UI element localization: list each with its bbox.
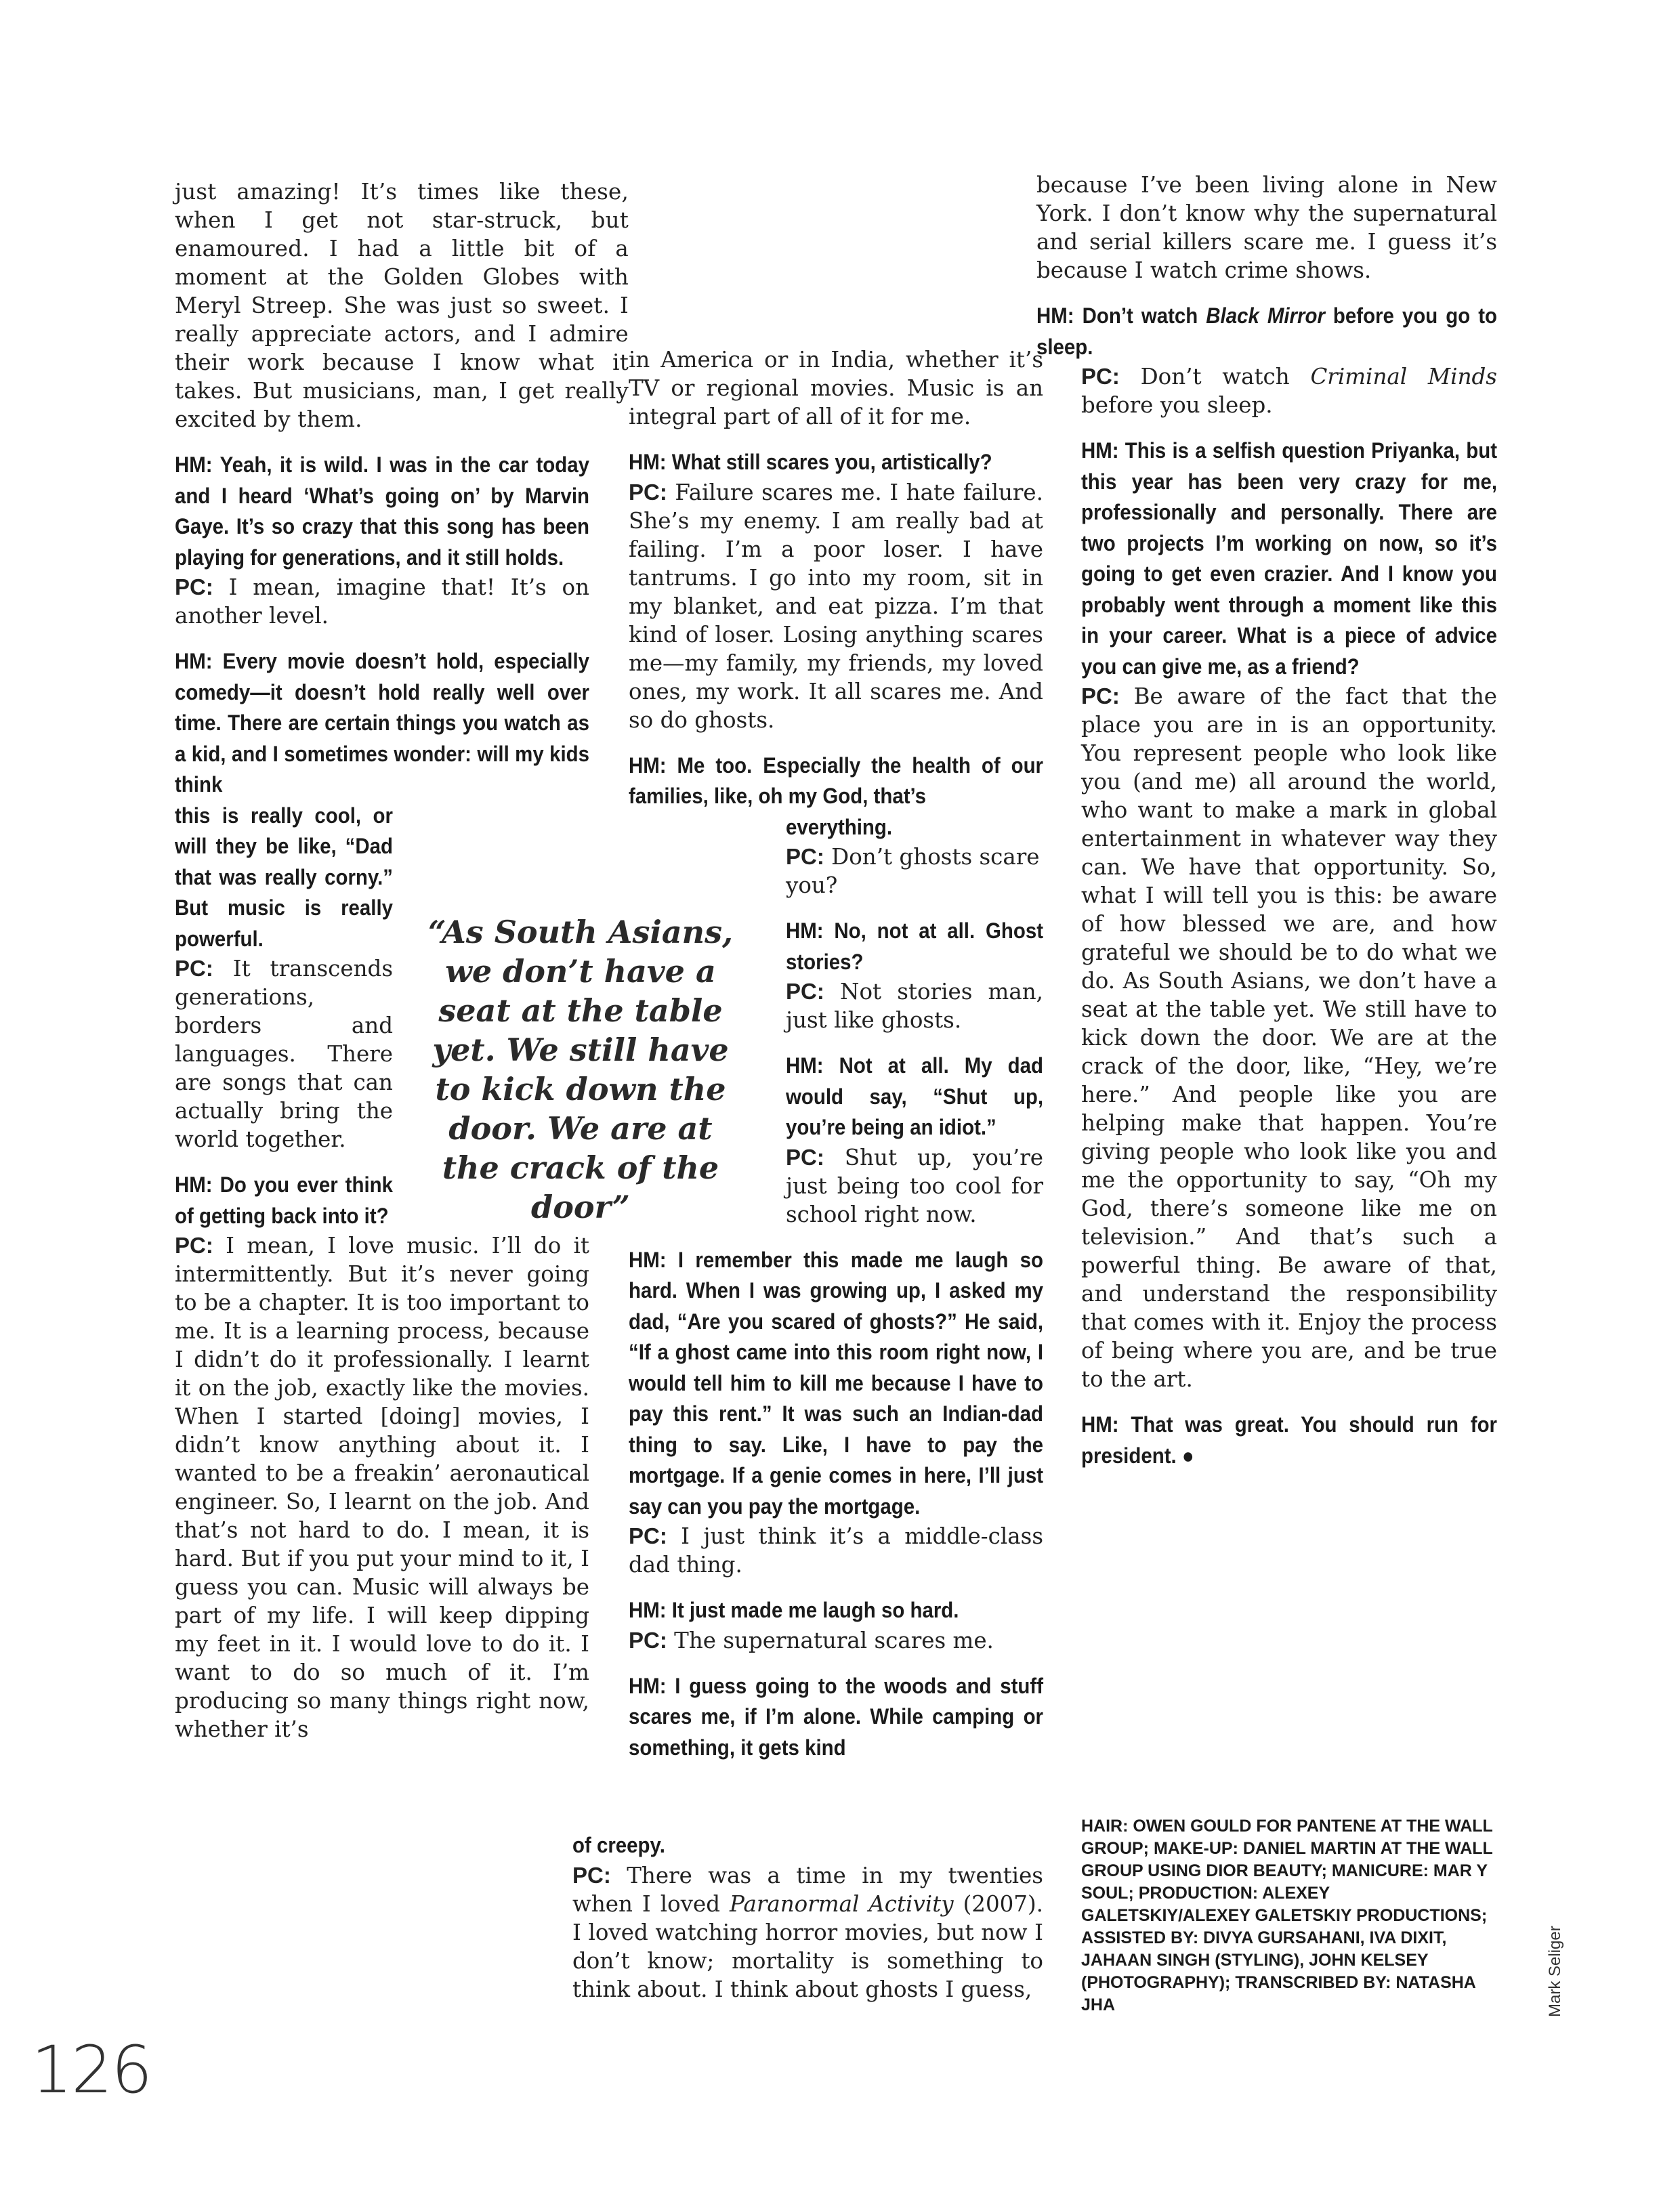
answer: PC: I mean, imagine that! It’s on another level. xyxy=(175,574,589,629)
speaker-label: PC: xyxy=(175,1233,213,1258)
speaker-label: PC: xyxy=(629,1627,667,1653)
question: of creepy. xyxy=(572,1833,665,1857)
paragraph: in America or in India, whether it’s TV or regional movies. Music is an integral part of all of it for me. xyxy=(629,347,1043,429)
speaker-label: PC: xyxy=(786,844,824,869)
indented-block xyxy=(1081,362,1497,1471)
question: HM: I remember this made me laugh so hard. When I was growing up, I asked my dad, “Are you scared of ghosts?” He said, “If a ghost came into this room right now, I would tell him to kill me because I have to pay this rent.” It was such an Indian-dad thing to say. Like, I have to pay the mortgage. If a genie comes in here, I’ll just say can you pay the mortgage. xyxy=(629,1247,1044,1519)
question: HM: Yeah, it is wild. I was in the car today and I heard ‘What’s going on’ by Marvin Gaye. It’s so crazy that this song has been playing for generations, and it still holds. xyxy=(175,452,590,570)
speaker-label: PC: xyxy=(629,479,667,505)
question: HM: It just made me laugh so hard. xyxy=(629,1598,959,1622)
column-3 xyxy=(1036,171,1497,1471)
question: HM: Not at all. My dad would say, “Shut up, you’re being an idiot.” xyxy=(786,1053,1044,1139)
question: this is really cool, or will they be like, “Dad that was really corny.” But music is really powerful. xyxy=(175,803,393,951)
answer: PC: I just think it’s a middle-class dad thing. xyxy=(629,1523,1043,1578)
speaker-label: PC: xyxy=(175,956,213,981)
question: HM: That was great. You should run for president. ● xyxy=(1081,1412,1498,1468)
speaker-label: PC: xyxy=(1081,364,1120,389)
question: HM: What still scares you, artistically? xyxy=(629,450,992,474)
question: HM: Every movie doesn’t hold, especially comedy—it doesn’t hold really well over time. There are certain things you watch as a kid, and I sometimes wonder: will my kids think xyxy=(175,649,590,797)
question: HM: No, not at all. Ghost stories? xyxy=(786,918,1044,974)
question: HM: Don’t watch Black Mirror before you go to sleep. xyxy=(1036,303,1498,359)
answer: PC: I mean, I love music. I’ll do it intermittently. But it’s never going to be a chapter. It is too important to me. It is a learning process, because I didn’t do it professionally. I learnt it on the job, exactly like the movies. When I started [doing] movies, I didn’t know anything about it. I wanted to be a freakin’ aeronautical engineer. So, I learnt on the job. And that’s not hard to do. I mean, it is hard. But if you put your mind to it, I guess you can. Music will always be part of my life. I will keep dipping my feet in it. I would love to do it. I want to do so much of it. I’m producing so many things right now, whether it’s xyxy=(175,1233,589,1742)
answer: PC: Be aware of the fact that the place you are in is an opportunity. You represent people who look like you (and me) all around the world, who want to make a mark in global entertainment in whatever way they can. We have that opportunity. So, what I will tell you is this: be aware of how blessed we are, and how grateful we should be to do what we do. As South Asians, we don’t have a seat at the table yet. We still have to kick down the door. We are at the crack of the door, like, “Hey, we’re here.” And people like you are helping make that happen. You’re giving people who look like you and me the opportunity to say, “Oh my God, there’s someone like me on television.” And that’s such a powerful thing. Be aware of that, and understand the responsibility that comes with it. Enjoy the process of being where you are, and be true to the art. xyxy=(1081,683,1497,1392)
speaker-label: PC: xyxy=(572,1862,611,1888)
answer: PC: There was a time in my twenties when I loved Paranormal Activity (2007). I loved watching horror movies, but now I don’t know; mortality is something to think about. I think about ghosts I guess, xyxy=(572,1862,1043,2002)
answer: PC: The supernatural scares me. xyxy=(629,1627,994,1653)
speaker-label: PC: xyxy=(786,979,824,1004)
question: everything. xyxy=(786,814,893,839)
answer: PC: Shut up, you’re just being too cool for school right now. xyxy=(786,1144,1043,1227)
pull-quote: “As South Asians, we don’t have a seat at the table yet. We still have to kick down the door. We are at the crack of the door” xyxy=(427,914,733,1225)
speaker-label: PC: xyxy=(629,1523,667,1548)
speaker-label: PC: xyxy=(175,574,213,599)
question: HM: I guess going to the woods and stuff scares me, if I’m alone. While camping or something, it gets kind xyxy=(629,1673,1044,1760)
answer: PC: It transcends generations, borders and languages. There are songs that can actually bring the world together. xyxy=(175,956,393,1152)
credits: HAIR: OWEN GOULD FOR PANTENE AT THE WALL GROUP; MAKE-UP: DANIEL MARTIN AT THE WALL GROUP USING DIOR BEAUTY; MANICURE: MAR Y SOUL; PRODUCTION: ALEXEY GALETSKIY/ALEXEY GALETSKIY PRODUCTIONS; ASSISTED BY: DIVYA GURSAHANI, IVA DIXIT, JAHAAN SINGH (STYLING), JOHN KELSEY (PHOTOGRAPHY); TRANSCRIBED BY: NATASHA JHA xyxy=(1081,1817,1493,2014)
paragraph: because I’ve been living alone in New York. I don’t know why the supernatural and serial killers scare me. I guess it’s because I watch crime shows. xyxy=(1036,172,1497,283)
speaker-label: PC: xyxy=(786,1144,824,1170)
question: HM: Me too. Especially the health of our families, like, oh my God, that’s xyxy=(629,753,1044,808)
speaker-label: PC: xyxy=(1081,683,1120,708)
answer: PC: Don’t watch Criminal Minds before you sleep. xyxy=(1081,364,1497,418)
column-2-continued xyxy=(572,1830,1043,2004)
question: HM: Do you ever think of getting back into it? xyxy=(175,1172,393,1228)
wrapped-block xyxy=(175,801,393,1232)
answer: PC: Failure scares me. I hate failure. She’s my enemy. I am really bad at failing. I’m a poor loser. I have tantrums. I go into my room, sit in my blanket, and eat pizza. I’m that kind of loser. Losing anything scares me—my family, my friends, my loved ones, my work. It all scares me. And so do ghosts. xyxy=(629,479,1043,733)
answer: PC: Don’t ghosts scare you? xyxy=(786,844,1040,898)
wrapped-block xyxy=(786,812,1043,1229)
photographer-credit: Mark Seliger xyxy=(1546,1926,1564,2017)
paragraph: just amazing! It’s times like these, when I get not star-struck, but enamoured. I had a little bit of a moment at the Golden Globes with Meryl Streep. She was just so sweet. I really appreciate actors, and I admire their work because I know what it takes. But musicians, man, I get really excited by them. xyxy=(175,179,629,432)
page-number: 126 xyxy=(31,2032,152,2108)
answer: PC: Not stories man, just like ghosts. xyxy=(786,979,1043,1033)
question: HM: This is a selfish question Priyanka, but this year has been very crazy for me, professionally and personally. There are two projects I’m working on now, so it’s going to get even crazier. And I know you probably went through a moment like this in your career. What is a piece of advice you can give me, as a friend? xyxy=(1081,438,1498,679)
